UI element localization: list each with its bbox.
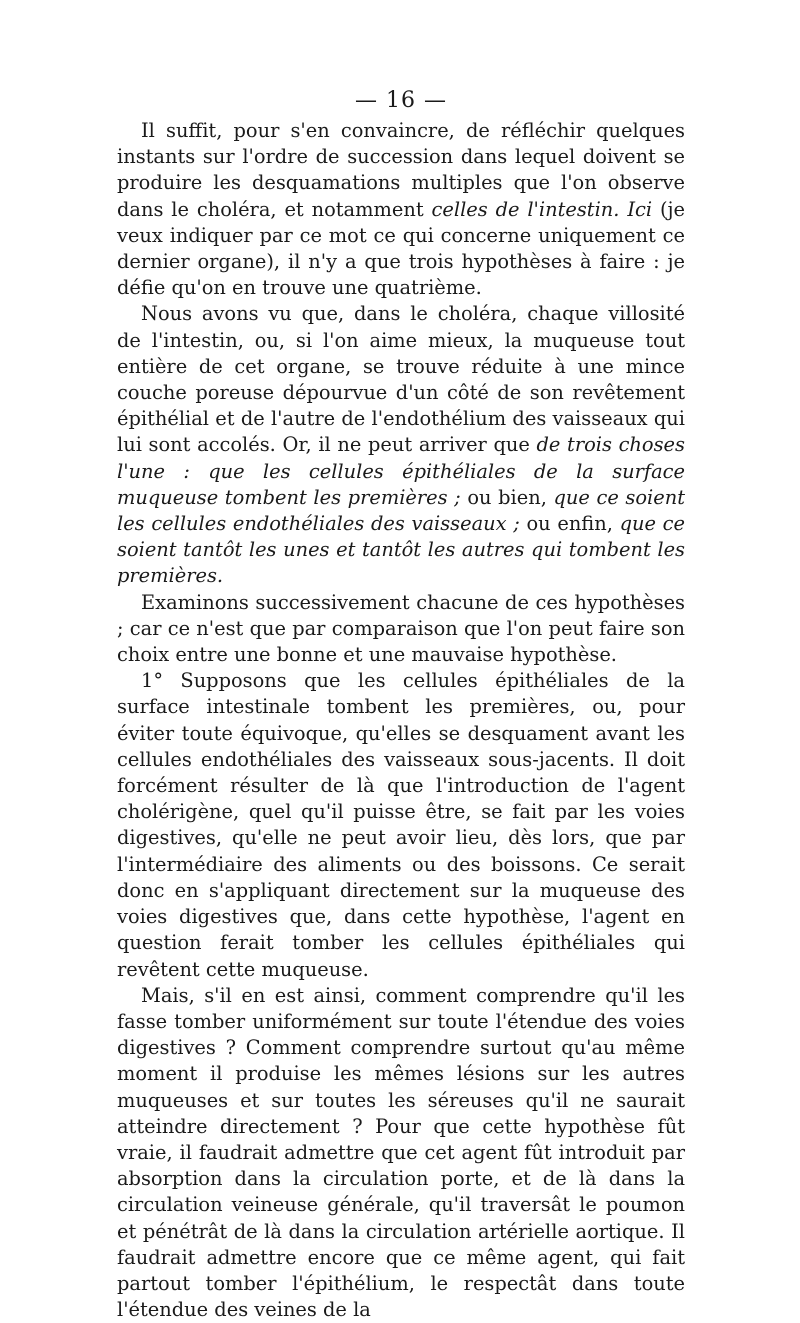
text-run: ou bien, xyxy=(460,485,554,509)
paragraph xyxy=(117,118,685,301)
italic-run: celles de l'intestin. Ici xyxy=(431,197,653,221)
paragraph xyxy=(117,590,685,669)
text-run: Mais, s'il en est ainsi, comment comprendre qu'il les fasse tomber uniformément sur toute l'étendue des voies digestives ? Comment comprendre surtout qu'au même moment il produise les mêmes lésions sur les autres muqueuses et sur toutes les séreuses qu'il ne saurait atteindre directement ? Pour que cette hypothèse fût vraie, il faudrait admettre que cet agent fût introduit par absorption dans la circulation porte, et de là dans la circulation veineuse générale, qu'il traversât le poumon et pénétrât de là dans la circulation artérielle aortique. Il faudrait admettre encore que ce même agent, qui fait partout tomber l'épithélium, le respectât dans toute l'étendue des veines de la xyxy=(117,983,685,1322)
document-page xyxy=(117,88,685,1323)
italic-run: que ce soient les cellules endothéliales des vaisseaux ; xyxy=(117,485,686,536)
text-run: ou enfin, xyxy=(519,512,620,536)
page-number: — 16 — xyxy=(355,88,447,113)
paragraph xyxy=(117,983,685,1323)
italic-run: de trois choses l'une : que les cellules épithéliales de la surface muqueuse tombent les premières ; xyxy=(117,433,685,509)
body-text xyxy=(117,118,685,1323)
text-run: Examinons successivement chacune de ces hypothèses ; car ce n'est que par comparaison que l'on peut faire son choix entre une bonne et une mauvaise hypothèse. xyxy=(117,590,685,667)
paragraph xyxy=(117,301,685,589)
text-run: (je veux indiquer par ce mot ce qui concerne uniquement ce dernier organe), il n'y a que trois hypothèses à faire : je défie qu'on en trouve une quatrième. xyxy=(117,197,686,300)
italic-run: que ce soient tantôt les unes et tantôt les autres qui tombent les premières. xyxy=(117,512,685,588)
text-run: Nous avons vu que, dans le choléra, chaque villosité de l'intestin, ou, si l'on aime mieux, la muqueuse tout entière de cet organe, se trouve réduite à une mince couche poreuse dépourvue d'un côté de son revêtement épithélial et de l'autre de l'endothélium des vaisseaux qui lui sont accolés. Or, il ne peut arriver que xyxy=(117,302,685,457)
paragraph xyxy=(117,668,685,982)
text-run: 1° Supposons que les cellules épithéliales de la surface intestinale tombent les premières, ou, pour éviter toute équivoque, qu'elles se desquament avant les cellules endothéliales des vaisseaux sous-jacents. Il doit forcément résulter de là que l'introduction de l'agent cholérigène, quel qu'il puisse être, se fait par les voies digestives, qu'elle ne peut avoir lieu, dès lors, que par l'intermédiaire des aliments ou des boissons. Ce serait donc en s'appliquant directement sur la muqueuse des voies digestives que, dans cette hypothèse, l'agent en question ferait tomber les cellules épithéliales qui revêtent cette muqueuse. xyxy=(117,669,685,981)
text-run: Il suffit, pour s'en convaincre, de réfléchir quelques instants sur l'ordre de succession dans lequel doivent se produire les desquamations multiples que l'on observe dans le choléra, et notamment xyxy=(117,119,685,221)
